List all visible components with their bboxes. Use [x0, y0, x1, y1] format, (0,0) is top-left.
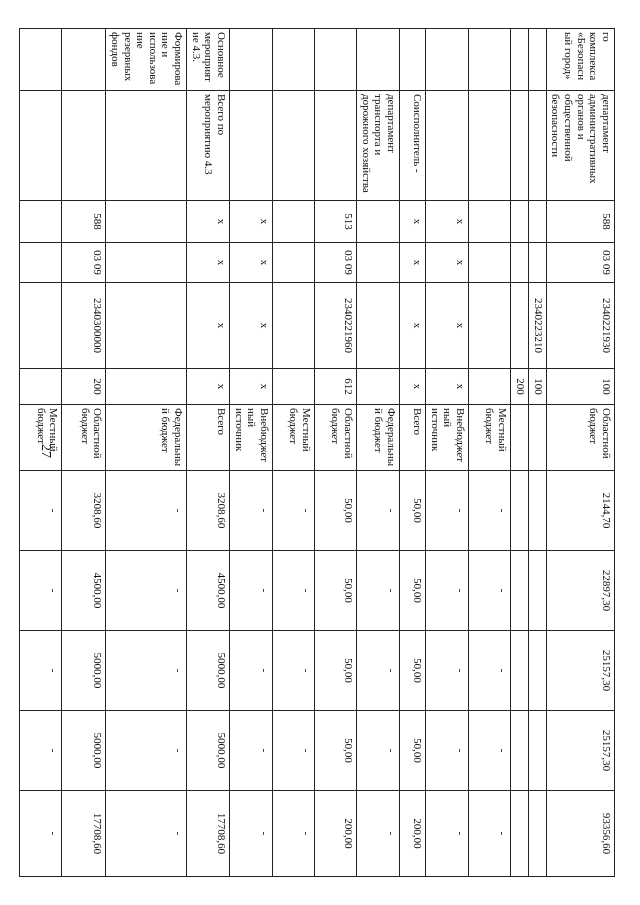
cell-value: - — [356, 791, 399, 877]
cell-c2: Соисполнитель - — [399, 91, 425, 201]
cell-value — [510, 791, 528, 877]
cell-value: - — [468, 631, 510, 711]
cell-value: - — [425, 711, 468, 791]
cell-value: 50,00 — [314, 711, 356, 791]
cell-c3 — [356, 201, 399, 243]
cell-c2 — [528, 91, 546, 201]
cell-value: 5000,00 — [62, 711, 106, 791]
cell-c4: х — [425, 243, 468, 283]
cell-value: 200,00 — [314, 791, 356, 877]
cell-value: 3208,60 — [187, 471, 230, 551]
cell-c3 — [468, 201, 510, 243]
cell-c2 — [314, 91, 356, 201]
cell-c7 — [510, 405, 528, 471]
cell-c7: Федеральный бюджет — [106, 405, 187, 471]
table-row — [399, 29, 425, 877]
cell-c1: Формирование и использование резервных фондов — [106, 29, 187, 91]
cell-value: 17708,60 — [62, 791, 106, 877]
cell-c2 — [62, 91, 106, 201]
cell-c6 — [106, 369, 187, 405]
cell-c3 — [106, 201, 187, 243]
cell-c5 — [106, 283, 187, 369]
cell-value: - — [272, 711, 314, 791]
table-row — [62, 29, 106, 877]
cell-value: 25157,30 — [546, 711, 614, 791]
cell-c4: х — [399, 243, 425, 283]
cell-c5: 2340221930 — [546, 283, 614, 369]
cell-value: 93356,60 — [546, 791, 614, 877]
cell-c1 — [314, 29, 356, 91]
cell-value: 50,00 — [399, 551, 425, 631]
cell-value: 25157,30 — [546, 631, 614, 711]
cell-value: - — [272, 471, 314, 551]
cell-value: 4500,00 — [62, 551, 106, 631]
cell-c6: х — [230, 369, 273, 405]
cell-c1 — [230, 29, 273, 91]
cell-c2 — [272, 91, 314, 201]
cell-c5 — [356, 283, 399, 369]
cell-value: - — [20, 631, 62, 711]
cell-value — [528, 711, 546, 791]
cell-c7: Областной бюджет — [62, 405, 106, 471]
cell-c4 — [468, 243, 510, 283]
cell-value — [528, 551, 546, 631]
cell-c2: департамент административных органов и общественной безопасности — [546, 91, 614, 201]
table-row — [106, 29, 187, 877]
cell-value: - — [272, 631, 314, 711]
cell-value: - — [20, 551, 62, 631]
cell-c6: 200 — [62, 369, 106, 405]
cell-c1 — [62, 29, 106, 91]
cell-c6: х — [399, 369, 425, 405]
cell-value: - — [230, 551, 273, 631]
cell-value: - — [230, 791, 273, 877]
page-number: 27 — [38, 444, 53, 458]
cell-c6: 200 — [510, 369, 528, 405]
cell-value: - — [425, 471, 468, 551]
cell-c1 — [510, 29, 528, 91]
cell-value: 22897,30 — [546, 551, 614, 631]
cell-c3: 513 — [314, 201, 356, 243]
cell-c7 — [528, 405, 546, 471]
cell-c2: Всего по мероприятию 4.3 — [187, 91, 230, 201]
cell-c6 — [272, 369, 314, 405]
cell-c4 — [510, 243, 528, 283]
cell-c6 — [356, 369, 399, 405]
cell-c3: х — [187, 201, 230, 243]
cell-c1 — [425, 29, 468, 91]
cell-c7: Всего — [187, 405, 230, 471]
cell-c3: х — [230, 201, 273, 243]
cell-value: 5000,00 — [62, 631, 106, 711]
cell-value — [510, 471, 528, 551]
cell-c3 — [272, 201, 314, 243]
cell-c6: 612 — [314, 369, 356, 405]
cell-c5: х — [230, 283, 273, 369]
cell-value: - — [425, 631, 468, 711]
cell-value: 5000,00 — [187, 631, 230, 711]
table-row — [187, 29, 230, 877]
table-row — [510, 29, 528, 877]
cell-c1 — [399, 29, 425, 91]
table-row — [425, 29, 468, 877]
cell-c2 — [106, 91, 187, 201]
cell-c2 — [230, 91, 273, 201]
cell-c4: 03 09 — [314, 243, 356, 283]
cell-value: 50,00 — [314, 471, 356, 551]
table-row — [468, 29, 510, 877]
cell-c4: 03 09 — [546, 243, 614, 283]
cell-c1 — [272, 29, 314, 91]
cell-value: - — [468, 711, 510, 791]
cell-value: - — [20, 791, 62, 877]
table-row — [20, 29, 62, 877]
cell-value: 50,00 — [314, 551, 356, 631]
cell-c1: го комплекса «Безопасный город» — [546, 29, 614, 91]
cell-c4: х — [230, 243, 273, 283]
cell-c7: Местный бюджет — [20, 405, 62, 471]
cell-value: - — [20, 711, 62, 791]
cell-value: - — [425, 551, 468, 631]
cell-c6: х — [187, 369, 230, 405]
cell-value — [510, 551, 528, 631]
cell-value: - — [20, 471, 62, 551]
cell-c1 — [356, 29, 399, 91]
table-row — [314, 29, 356, 877]
table-row — [272, 29, 314, 877]
cell-c6 — [20, 369, 62, 405]
cell-c7: Внебюджетный источник — [230, 405, 273, 471]
cell-value: - — [468, 471, 510, 551]
cell-c5: х — [399, 283, 425, 369]
cell-c4 — [528, 243, 546, 283]
cell-c5 — [510, 283, 528, 369]
cell-value: - — [106, 791, 187, 877]
cell-c4 — [272, 243, 314, 283]
cell-c6: х — [425, 369, 468, 405]
cell-c7: Внебюджетный источник — [425, 405, 468, 471]
cell-value: - — [106, 711, 187, 791]
cell-value: - — [272, 551, 314, 631]
cell-c2 — [425, 91, 468, 201]
cell-value — [528, 631, 546, 711]
cell-value: - — [425, 791, 468, 877]
table-body — [20, 29, 615, 877]
table-row — [230, 29, 273, 877]
cell-c5 — [272, 283, 314, 369]
cell-value: - — [356, 471, 399, 551]
cell-value: - — [106, 471, 187, 551]
cell-c3: 588 — [546, 201, 614, 243]
cell-c1: Основное мероприятие 4.3. — [187, 29, 230, 91]
cell-value: - — [106, 631, 187, 711]
cell-c5: 2340221960 — [314, 283, 356, 369]
cell-c1 — [528, 29, 546, 91]
table-row — [546, 29, 614, 877]
cell-c6: 100 — [528, 369, 546, 405]
cell-c6 — [468, 369, 510, 405]
cell-c3 — [20, 201, 62, 243]
cell-value: 17708,60 — [187, 791, 230, 877]
cell-c7: Областной бюджет — [546, 405, 614, 471]
cell-value: 50,00 — [399, 711, 425, 791]
cell-value: - — [356, 631, 399, 711]
cell-c6: 100 — [546, 369, 614, 405]
cell-value: - — [356, 551, 399, 631]
cell-value: - — [272, 791, 314, 877]
cell-c1 — [468, 29, 510, 91]
cell-c7: Местный бюджет — [272, 405, 314, 471]
cell-c5 — [468, 283, 510, 369]
cell-value: 50,00 — [399, 471, 425, 551]
cell-c3: х — [399, 201, 425, 243]
cell-value: - — [106, 551, 187, 631]
cell-c4: 03 09 — [62, 243, 106, 283]
cell-c7: Местный бюджет — [468, 405, 510, 471]
cell-value: - — [230, 711, 273, 791]
cell-value: 4500,00 — [187, 551, 230, 631]
cell-c5: х — [425, 283, 468, 369]
cell-value: - — [356, 711, 399, 791]
cell-c2: департамент транспорта и дорожного хозяйства — [356, 91, 399, 201]
cell-c5: х — [187, 283, 230, 369]
cell-value: - — [230, 471, 273, 551]
cell-c4 — [20, 243, 62, 283]
cell-value — [510, 711, 528, 791]
cell-c3 — [510, 201, 528, 243]
cell-c2 — [20, 91, 62, 201]
cell-c4 — [106, 243, 187, 283]
cell-c2 — [510, 91, 528, 201]
table-row — [528, 29, 546, 877]
cell-value: 50,00 — [314, 631, 356, 711]
cell-value: - — [468, 551, 510, 631]
cell-value: 200,00 — [399, 791, 425, 877]
cell-c3 — [528, 201, 546, 243]
cell-c7: Всего — [399, 405, 425, 471]
cell-value: 3208,60 — [62, 471, 106, 551]
cell-c4 — [356, 243, 399, 283]
cell-value: - — [468, 791, 510, 877]
cell-value — [528, 791, 546, 877]
cell-c5 — [20, 283, 62, 369]
budget-table — [19, 28, 615, 877]
cell-c5: 2340300000 — [62, 283, 106, 369]
cell-c1 — [20, 29, 62, 91]
cell-value: - — [230, 631, 273, 711]
cell-value: 5000,00 — [187, 711, 230, 791]
cell-value — [510, 631, 528, 711]
cell-value: 50,00 — [399, 631, 425, 711]
cell-c7: Областной бюджет — [314, 405, 356, 471]
table-row — [356, 29, 399, 877]
cell-c7: Федеральный бюджет — [356, 405, 399, 471]
cell-c2 — [468, 91, 510, 201]
cell-value — [528, 471, 546, 551]
cell-c3: х — [425, 201, 468, 243]
cell-value: 2144,70 — [546, 471, 614, 551]
cell-c3: 588 — [62, 201, 106, 243]
cell-c4: х — [187, 243, 230, 283]
cell-c5: 2340223210 — [528, 283, 546, 369]
